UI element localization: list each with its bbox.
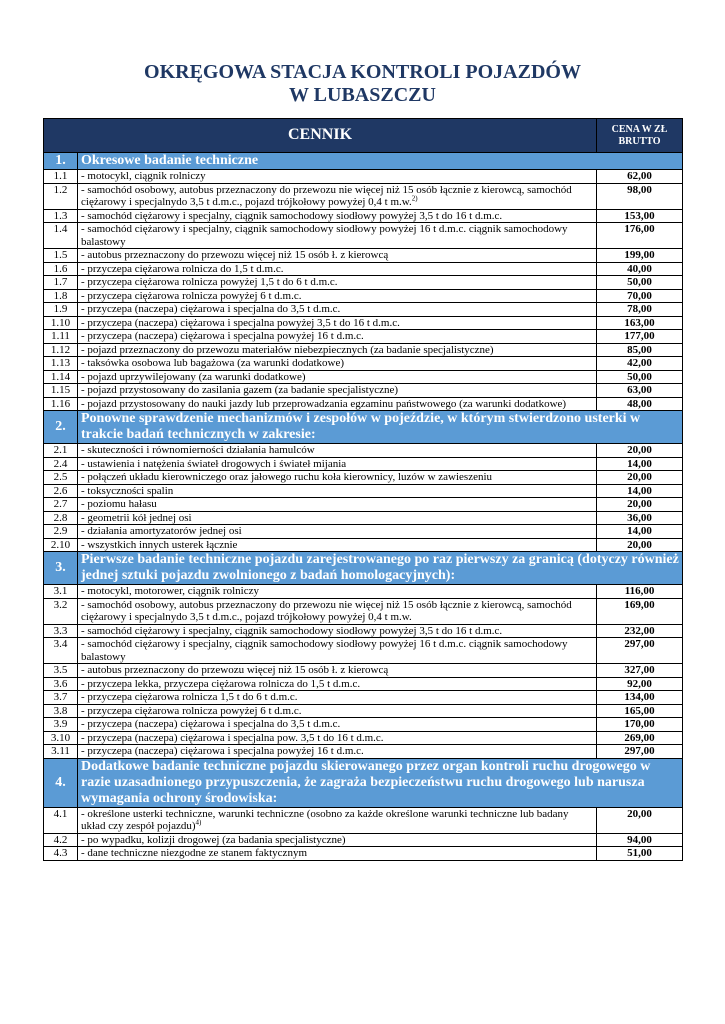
section-number: 1. — [44, 153, 78, 170]
item-description: - przyczepa (naczepa) ciężarowa i specjalna pow. 3,5 t do 16 t d.m.c. — [81, 731, 384, 744]
item-price: 48,00 — [597, 397, 683, 411]
item-price: 85,00 — [597, 343, 683, 357]
item-description-cell — [78, 343, 597, 357]
footnote-marker: 4) — [195, 818, 202, 827]
table-row — [44, 397, 683, 411]
item-description-cell — [78, 691, 597, 705]
item-description-cell — [78, 833, 597, 847]
item-number: 1.5 — [44, 249, 78, 263]
item-price: 51,00 — [597, 847, 683, 861]
item-description-cell — [78, 498, 597, 512]
section-number: 4. — [44, 758, 78, 807]
item-number: 2.4 — [44, 457, 78, 471]
item-price: 20,00 — [597, 538, 683, 552]
item-description: - motocykl, ciągnik rolniczy — [81, 170, 206, 182]
table-row — [44, 276, 683, 290]
item-price: 297,00 — [597, 745, 683, 759]
table-row — [44, 289, 683, 303]
item-description: - toksyczności spalin — [81, 484, 174, 497]
item-price: 63,00 — [597, 384, 683, 398]
item-number: 3.6 — [44, 677, 78, 691]
item-number: 1.8 — [44, 289, 78, 303]
table-row — [44, 484, 683, 498]
item-number: 3.4 — [44, 638, 78, 664]
item-description-cell — [78, 704, 597, 718]
item-description-cell — [78, 525, 597, 539]
item-description: - określone usterki techniczne, warunki techniczne (osobno za każde określone warunki techniczne lub badany układ czy zespół pojazdu) — [81, 807, 569, 832]
table-row — [44, 303, 683, 317]
item-description-cell — [78, 249, 597, 263]
table-row — [44, 457, 683, 471]
item-description: - przyczepa (naczepa) ciężarowa i specjalna do 3,5 t d.m.c. — [81, 303, 341, 315]
item-number: 1.11 — [44, 330, 78, 344]
item-number: 1.16 — [44, 397, 78, 411]
item-description: - przyczepa (naczepa) ciężarowa i specjalna powyżej 3,5 t do 16 t d.m.c. — [81, 316, 400, 329]
item-description: - przyczepa ciężarowa rolnicza powyżej 6 t d.m.c. — [81, 289, 302, 302]
item-description: - samochód osobowy, autobus przeznaczony do przewozu nie więcej niż 15 osób łącznie z kierowcą, samochód ciężarowy i specjalnydo 3,5 t d.m.c., pojazd trójkołowy powyżej 0,4 t m.w. — [81, 183, 572, 208]
item-number: 3.11 — [44, 745, 78, 759]
table-header-row — [44, 119, 683, 153]
item-description-cell — [78, 170, 597, 184]
item-description: - przyczepa ciężarowa rolnicza do 1,5 t d.m.c. — [81, 262, 284, 275]
item-description-cell — [78, 303, 597, 317]
item-description: - przyczepa ciężarowa rolnicza powyżej 1,5 t do 6 t d.m.c. — [81, 276, 338, 288]
item-description: - poziomu hałasu — [81, 498, 157, 510]
item-number: 1.14 — [44, 370, 78, 384]
item-number: 4.1 — [44, 807, 78, 833]
item-description: - samochód osobowy, autobus przeznaczony do przewozu nie więcej niż 15 osób łącznie z kierowcą, samochód ciężarowy i specjalnydo 3,5 t d.m.c., pojazd trójkołowy powyżej 0,4 t m.w. — [81, 598, 572, 623]
item-description: - przyczepa (naczepa) ciężarowa i specjalna do 3,5 t d.m.c. — [81, 718, 341, 730]
item-price: 20,00 — [597, 444, 683, 458]
section-title: Okresowe badanie techniczne — [78, 153, 683, 170]
section-header-row — [44, 552, 683, 585]
item-description: - skuteczności i równomierności działania hamulców — [81, 444, 315, 456]
item-description-cell — [78, 223, 597, 249]
table-row — [44, 357, 683, 371]
item-description: - autobus przeznaczony do przewozu więcej niż 15 osób ł. z kierowcą — [81, 249, 389, 261]
item-number: 2.1 — [44, 444, 78, 458]
item-number: 2.9 — [44, 525, 78, 539]
item-description-cell — [78, 370, 597, 384]
item-price: 20,00 — [597, 471, 683, 485]
item-description-cell — [78, 638, 597, 664]
item-description: - pojazd przystosowany do nauki jazdy lub przeprowadzania egzaminu państwowego (za warunki dodatkowe) — [81, 397, 567, 410]
section-number: 2. — [44, 411, 78, 444]
item-description: - motocykl, motorower, ciągnik rolniczy — [81, 585, 259, 597]
item-price: 169,00 — [597, 598, 683, 624]
item-price: 78,00 — [597, 303, 683, 317]
table-row — [44, 598, 683, 624]
table-row — [44, 624, 683, 638]
item-description-cell — [78, 457, 597, 471]
item-price: 20,00 — [597, 807, 683, 833]
item-price: 92,00 — [597, 677, 683, 691]
item-description: - połączeń układu kierowniczego oraz jałowego ruchu koła kierownicy, luzów w zawieszeniu — [81, 471, 493, 483]
item-description-cell — [78, 471, 597, 485]
section-title: Dodatkowe badanie techniczne pojazdu skierowanego przez organ kontroli ruchu drogowego w razie uzasadnionego przypuszczenia, że zagraża bezpieczeństwu ruchu drogowego lub narusza wymagania ochrony środowiska: — [78, 758, 683, 807]
item-number: 3.8 — [44, 704, 78, 718]
item-description: - przyczepa ciężarowa rolnicza powyżej 6 t d.m.c. — [81, 704, 302, 717]
item-number: 3.3 — [44, 624, 78, 638]
item-description: - dane techniczne niezgodne ze stanem faktycznym — [81, 847, 307, 859]
table-row — [44, 498, 683, 512]
item-price: 70,00 — [597, 289, 683, 303]
item-number: 1.6 — [44, 262, 78, 276]
item-description-cell — [78, 624, 597, 638]
table-row — [44, 718, 683, 732]
item-number: 2.7 — [44, 498, 78, 512]
item-price: 116,00 — [597, 585, 683, 599]
price-table — [43, 118, 683, 861]
table-row — [44, 731, 683, 745]
item-number: 3.10 — [44, 731, 78, 745]
item-price: 14,00 — [597, 525, 683, 539]
item-number: 1.2 — [44, 183, 78, 209]
item-description: - pojazd uprzywilejowany (za warunki dodatkowe) — [81, 370, 306, 383]
item-price: 14,00 — [597, 484, 683, 498]
item-description: - samochód ciężarowy i specjalny, ciągnik samochodowy siodłowy powyżej 3,5 t do 16 t d.m.c. — [81, 209, 503, 222]
table-row — [44, 343, 683, 357]
table-row — [44, 384, 683, 398]
item-description: - przyczepa (naczepa) ciężarowa i specjalna powyżej 16 t d.m.c. — [81, 330, 364, 342]
item-description: - pojazd przeznaczony do przewozu materiałów niebezpiecznych (za badanie specjalistyczne) — [81, 343, 494, 356]
table-row — [44, 585, 683, 599]
item-description: - samochód ciężarowy i specjalny, ciągnik samochodowy siodłowy powyżej 16 t d.m.c. ciągnik samochodowy balastowy — [81, 638, 568, 663]
item-price: 170,00 — [597, 718, 683, 732]
item-price: 50,00 — [597, 276, 683, 290]
item-description-cell — [78, 316, 597, 330]
table-row — [44, 638, 683, 664]
item-description-cell — [78, 745, 597, 759]
item-description-cell — [78, 731, 597, 745]
item-description: - ustawienia i natężenia świateł drogowych i świateł mijania — [81, 457, 347, 470]
item-price: 269,00 — [597, 731, 683, 745]
page-title-line2: W LUBASZCZU — [289, 84, 436, 106]
item-price: 153,00 — [597, 209, 683, 223]
table-row — [44, 209, 683, 223]
item-price: 177,00 — [597, 330, 683, 344]
item-number: 2.5 — [44, 471, 78, 485]
item-price: 134,00 — [597, 691, 683, 705]
section-header-row — [44, 153, 683, 170]
table-row — [44, 691, 683, 705]
item-description-cell — [78, 538, 597, 552]
item-number: 3.9 — [44, 718, 78, 732]
table-row — [44, 183, 683, 209]
item-price: 20,00 — [597, 498, 683, 512]
table-row — [44, 170, 683, 184]
table-row — [44, 370, 683, 384]
item-number: 1.13 — [44, 357, 78, 371]
table-row — [44, 704, 683, 718]
section-header-row — [44, 411, 683, 444]
table-row — [44, 677, 683, 691]
item-description-cell — [78, 847, 597, 861]
table-row — [44, 249, 683, 263]
item-price: 98,00 — [597, 183, 683, 209]
item-number: 1.15 — [44, 384, 78, 398]
item-description-cell — [78, 357, 597, 371]
item-description-cell — [78, 262, 597, 276]
item-number: 1.10 — [44, 316, 78, 330]
table-row — [44, 330, 683, 344]
item-description: - przyczepa ciężarowa rolnicza 1,5 t do 6 t d.m.c. — [81, 691, 298, 703]
item-description-cell — [78, 511, 597, 525]
table-row — [44, 262, 683, 276]
section-number: 3. — [44, 552, 78, 585]
table-row — [44, 525, 683, 539]
table-row — [44, 471, 683, 485]
item-description: - przyczepa (naczepa) ciężarowa i specjalna powyżej 16 t d.m.c. — [81, 745, 364, 757]
item-number: 3.2 — [44, 598, 78, 624]
item-price: 62,00 — [597, 170, 683, 184]
item-description-cell — [78, 807, 597, 833]
item-price: 40,00 — [597, 262, 683, 276]
item-price: 94,00 — [597, 833, 683, 847]
item-description-cell — [78, 384, 597, 398]
table-row — [44, 223, 683, 249]
item-price: 36,00 — [597, 511, 683, 525]
item-number: 1.3 — [44, 209, 78, 223]
table-row — [44, 847, 683, 861]
item-description: - samochód ciężarowy i specjalny, ciągnik samochodowy siodłowy powyżej 3,5 t do 16 t d.m.c. — [81, 624, 503, 637]
page-title-line1: OKRĘGOWA STACJA KONTROLI POJAZDÓW — [144, 61, 581, 83]
item-price: 14,00 — [597, 457, 683, 471]
item-price: 327,00 — [597, 664, 683, 678]
item-price: 165,00 — [597, 704, 683, 718]
item-price: 297,00 — [597, 638, 683, 664]
item-description: - autobus przeznaczony do przewozu więcej niż 15 osób ł. z kierowcą — [81, 664, 389, 676]
item-description-cell — [78, 484, 597, 498]
item-price: 50,00 — [597, 370, 683, 384]
item-number: 3.1 — [44, 585, 78, 599]
item-price: 199,00 — [597, 249, 683, 263]
item-number: 3.5 — [44, 664, 78, 678]
table-row — [44, 833, 683, 847]
item-description-cell — [78, 585, 597, 599]
price-column-heading: CENA W ZŁ BRUTTO — [597, 119, 683, 153]
item-number: 4.2 — [44, 833, 78, 847]
table-row — [44, 664, 683, 678]
item-description-cell — [78, 444, 597, 458]
item-description: - po wypadku, kolizji drogowej (za badania specjalistyczne) — [81, 833, 346, 846]
item-description: - taksówka osobowa lub bagażowa (za warunki dodatkowe) — [81, 357, 344, 369]
item-number: 4.3 — [44, 847, 78, 861]
item-number: 1.7 — [44, 276, 78, 290]
item-number: 1.4 — [44, 223, 78, 249]
item-description: - przyczepa lekka, przyczepa ciężarowa rolnicza do 1,5 t d.m.c. — [81, 677, 361, 690]
table-row — [44, 745, 683, 759]
table-row — [44, 538, 683, 552]
item-number: 2.8 — [44, 511, 78, 525]
item-description-cell — [78, 289, 597, 303]
item-description-cell — [78, 276, 597, 290]
item-description: - pojazd przystosowany do zasilania gazem (za badanie specjalistyczne) — [81, 384, 399, 396]
item-price: 232,00 — [597, 624, 683, 638]
item-number: 1.1 — [44, 170, 78, 184]
item-description: - działania amortyzatorów jednej osi — [81, 525, 242, 537]
section-title: Ponowne sprawdzenie mechanizmów i zespołów w pojeździe, w którym stwierdzono usterki w trakcie badań technicznych w zakresie: — [78, 411, 683, 444]
item-description-cell — [78, 664, 597, 678]
cennik-heading: CENNIK — [44, 119, 597, 153]
table-row — [44, 807, 683, 833]
section-header-row — [44, 758, 683, 807]
item-description-cell — [78, 397, 597, 411]
footnote-marker: 2) — [411, 194, 418, 203]
item-description: - wszystkich innych usterek łącznie — [81, 538, 238, 551]
item-number: 2.6 — [44, 484, 78, 498]
item-number: 3.7 — [44, 691, 78, 705]
item-description-cell — [78, 330, 597, 344]
item-price: 176,00 — [597, 223, 683, 249]
item-description-cell — [78, 677, 597, 691]
item-description: - samochód ciężarowy i specjalny, ciągnik samochodowy siodłowy powyżej 16 t d.m.c. ciągnik samochodowy balastowy — [81, 223, 568, 248]
item-description: - geometrii kół jednej osi — [81, 511, 192, 524]
item-description-cell — [78, 718, 597, 732]
item-number: 1.9 — [44, 303, 78, 317]
item-description-cell — [78, 209, 597, 223]
item-description-cell — [78, 598, 597, 624]
section-title: Pierwsze badanie techniczne pojazdu zarejestrowanego po raz pierwszy za granicą (dotyczy również jednej sztuki pojazdu zwolnionego z badań homologacyjnych): — [78, 552, 683, 585]
table-row — [44, 316, 683, 330]
item-number: 2.10 — [44, 538, 78, 552]
item-description-cell — [78, 183, 597, 209]
item-price: 42,00 — [597, 357, 683, 371]
item-number: 1.12 — [44, 343, 78, 357]
table-row — [44, 511, 683, 525]
table-row — [44, 444, 683, 458]
item-price: 163,00 — [597, 316, 683, 330]
